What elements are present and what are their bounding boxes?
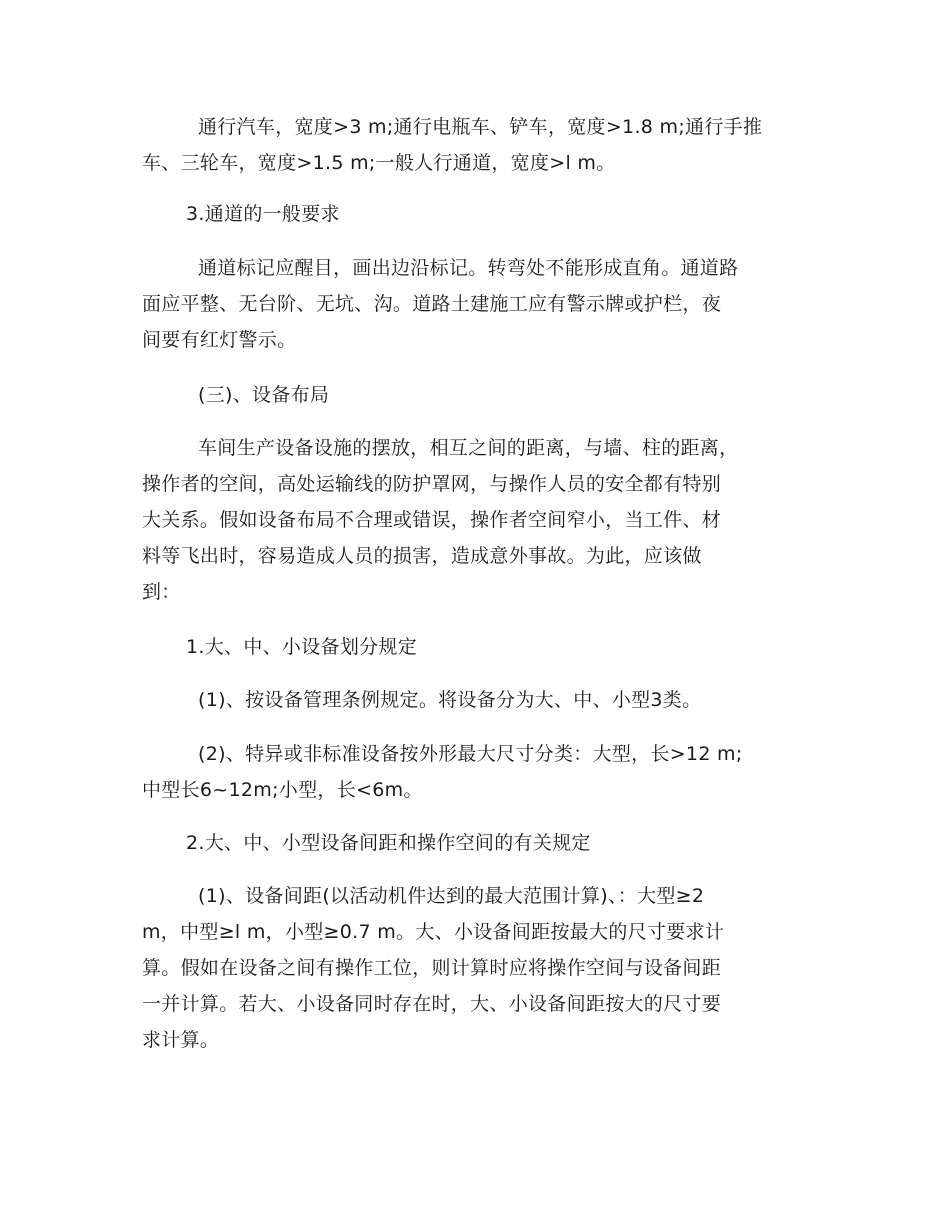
text-line: (2)、特异或非标准设备按外形最大尺寸分类：大型，长>12 m; (198, 743, 743, 765)
section-heading-spacing-rules (142, 825, 802, 861)
section-heading-passage-requirements (142, 196, 802, 232)
text-line: 一并计算。若大、小设备同时存在时，大、小设备间距按大的尺寸要 (142, 993, 722, 1015)
text-line: 车间生产设备设施的摆放，相互之间的距离，与墙、柱的距离， (198, 437, 739, 459)
paragraph-size-classification-1 (142, 682, 802, 718)
text-line: 中型长6~12m;小型，长<6m。 (142, 779, 423, 801)
heading-text: 3.通道的一般要求 (186, 203, 340, 225)
text-line: 料等飞出时，容易造成人员的损害，造成意外事故。为此，应该做 (142, 545, 702, 567)
paragraph-passage-widths (142, 109, 802, 181)
heading-text: (三)、设备布局 (198, 384, 330, 406)
paragraph-passage-requirements (142, 250, 802, 358)
text-line: 车、三轮车，宽度>1.5 m;一般人行通道，宽度>l m。 (142, 152, 616, 174)
heading-text: 1.大、中、小设备划分规定 (186, 636, 418, 658)
text-line: m，中型≥l m，小型≥0.7 m。大、小设备间距按最大的尺寸要求计 (142, 921, 725, 943)
text-line: 到： (142, 581, 181, 603)
text-line: (1)、按设备管理条例规定。将设备分为大、中、小型3类。 (198, 689, 702, 711)
text-line: 算。假如在设备之间有操作工位，则计算时应将操作空间与设备间距 (142, 957, 722, 979)
paragraph-spacing-rules (142, 878, 802, 1058)
text-line: 大关系。假如设备布局不合理或错误，操作者空间窄小，当工件、材 (142, 509, 722, 531)
paragraph-size-classification-2 (142, 736, 802, 808)
text-line: (1)、设备间距(以活动机件达到的最大范围计算)、：大型≥2 (198, 885, 705, 907)
text-line: 面应平整、无台阶、无坑、沟。道路土建施工应有警示牌或护栏，夜 (142, 293, 722, 315)
paragraph-equipment-layout (142, 430, 802, 610)
heading-text: 2.大、中、小型设备间距和操作空间的有关规定 (186, 832, 591, 854)
text-line: 通行汽车，宽度>3 m;通行电瓶车、铲车，宽度>1.8 m;通行手推 (198, 116, 763, 138)
section-heading-size-classification (142, 629, 802, 665)
section-heading-equipment-layout (142, 377, 802, 413)
text-line: 操作者的空间，高处运输线的防护罩网，与操作人员的安全都有特别 (142, 473, 722, 495)
text-line: 通道标记应醒目，画出边沿标记。转弯处不能形成直角。通道路 (198, 257, 739, 279)
text-line: 间要有红灯警示。 (142, 329, 297, 351)
text-line: 求计算。 (142, 1029, 220, 1051)
